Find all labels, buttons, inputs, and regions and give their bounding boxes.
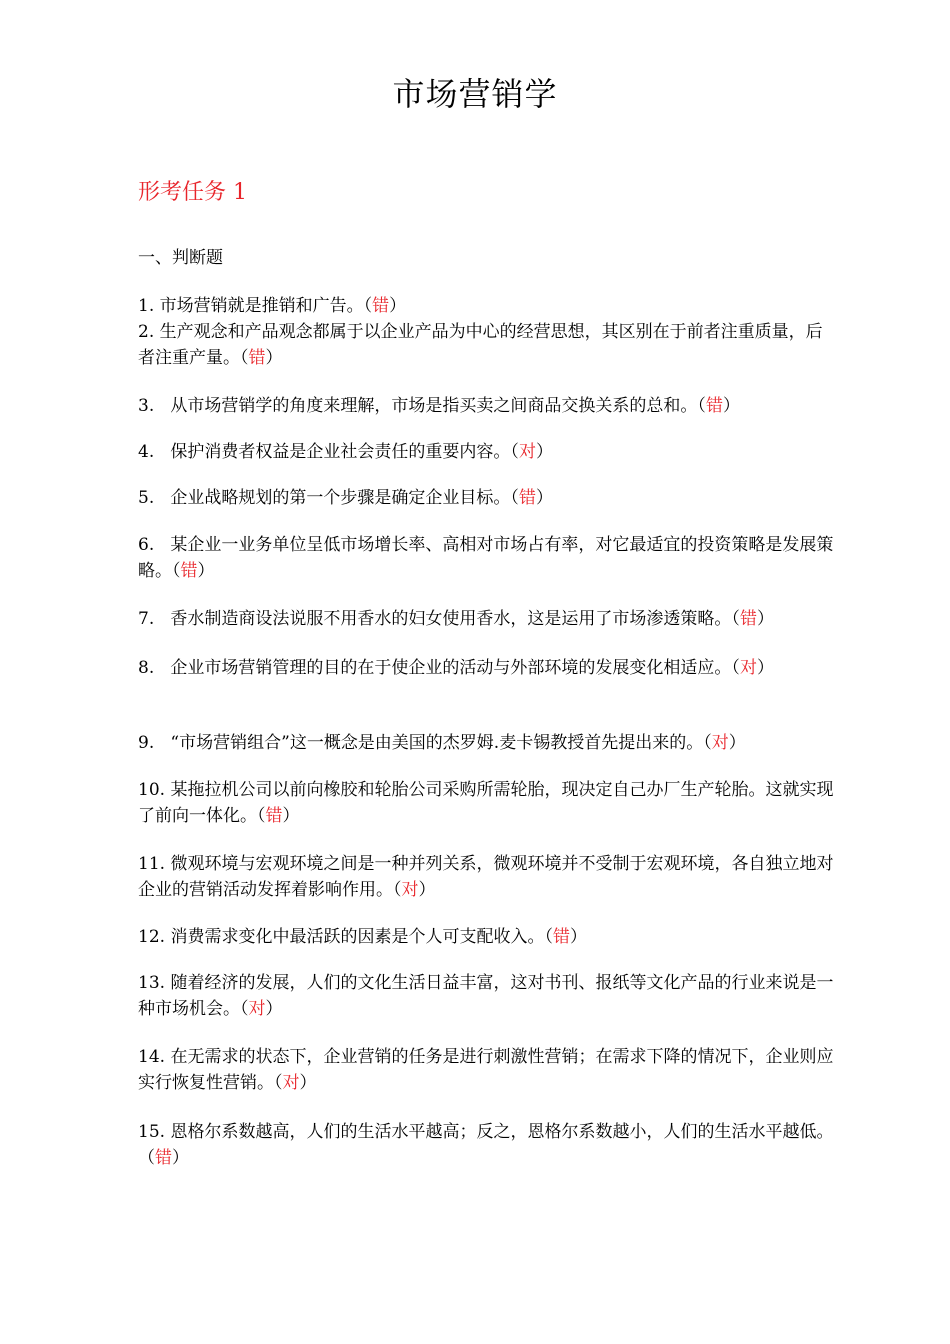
question-item <box>138 393 838 419</box>
question-item <box>138 606 838 632</box>
answer-mark: 错 <box>552 927 570 947</box>
question-text: 15. 恩格尔系数越高，人们的生活水平越高；反之，恩格尔系数越小，人们的生活水平越低。（ <box>138 1122 834 1168</box>
question-item <box>138 293 838 319</box>
answer-close: ） <box>569 927 587 947</box>
answer-close: ） <box>172 1148 189 1168</box>
question-text: 3. 从市场营销学的角度来理解，市场是指买卖之间商品交换关系的总和。（ <box>138 396 706 416</box>
question-item <box>138 851 838 903</box>
question-item <box>138 730 838 756</box>
question-text: 4. 保护消费者权益是企业社会责任的重要内容。（ <box>138 442 519 462</box>
question-text: 14. 在无需求的状态下，企业营销的任务是进行刺激性营销；在需求下降的情况下，企业则应实行恢复性营销。（ <box>138 1047 834 1093</box>
answer-close: ） <box>197 561 215 581</box>
question-text: 5. 企业战略规划的第一个步骤是确定企业目标。（ <box>138 488 519 508</box>
answer-mark: 对 <box>739 658 757 678</box>
question-text: 11. 微观环境与宏观环境之间是一种并列关系，微观环境并不受制于宏观环境，各自独立地对企业的营销活动发挥着影响作用。（ <box>138 854 834 900</box>
answer-close: ） <box>535 488 553 508</box>
question-item <box>138 439 838 465</box>
answer-mark: 错 <box>265 806 283 826</box>
question-item <box>138 1044 838 1096</box>
question-item <box>138 970 838 1022</box>
answer-close: ） <box>299 1073 317 1093</box>
answer-mark: 错 <box>705 396 723 416</box>
answer-close: ） <box>535 442 553 462</box>
answer-close: ） <box>265 999 283 1019</box>
answer-close: ） <box>728 733 746 753</box>
answer-mark: 对 <box>711 733 729 753</box>
section-title: 形考任务 1 <box>138 180 247 205</box>
question-text: 1. 市场营销就是推销和广告。（ <box>138 296 373 316</box>
question-text: 6. 某企业一业务单位呈低市场增长率、高相对市场占有率，对它最适宜的投资策略是发展策略。（ <box>138 535 834 581</box>
answer-mark: 对 <box>248 999 266 1019</box>
answer-mark: 错 <box>518 488 536 508</box>
answer-mark: 错 <box>248 348 266 368</box>
answer-mark: 对 <box>518 442 536 462</box>
question-text: 8. 企业市场营销管理的目的在于使企业的活动与外部环境的发展变化相适应。（ <box>138 658 740 678</box>
question-type-heading: 一、判断题 <box>138 248 223 268</box>
question-item <box>138 485 838 511</box>
answer-mark: 错 <box>739 609 757 629</box>
answer-close: ） <box>389 296 407 316</box>
question-text: 13. 随着经济的发展，人们的文化生活日益丰富，这对书刊、报纸等文化产品的行业来说是一种市场机会。（ <box>138 973 834 1019</box>
question-text: 2. 生产观念和产品观念都属于以企业产品为中心的经营思想，其区别在于前者注重质量，后者注重产量。（ <box>138 322 823 368</box>
question-item <box>138 924 838 950</box>
question-item <box>138 655 838 681</box>
question-text: 9. “市场营销组合”这一概念是由美国的杰罗姆.麦卡锡教授首先提出来的。（ <box>138 733 712 753</box>
question-item <box>138 532 838 584</box>
question-text: 10. 某拖拉机公司以前向橡胶和轮胎公司采购所需轮胎，现决定自己办厂生产轮胎。这就实现了前向一体化。（ <box>138 780 834 826</box>
answer-mark: 错 <box>155 1148 172 1168</box>
answer-close: ） <box>265 348 283 368</box>
answer-mark: 错 <box>372 296 390 316</box>
answer-close: ） <box>282 806 300 826</box>
question-item <box>138 319 838 371</box>
answer-close: ） <box>756 609 774 629</box>
question-item <box>138 1119 838 1171</box>
answer-close: ） <box>722 396 740 416</box>
question-text: 7. 香水制造商设法说服不用香水的妇女使用香水，这是运用了市场渗透策略。（ <box>138 609 740 629</box>
answer-mark: 对 <box>401 880 419 900</box>
question-text: 12. 消费需求变化中最活跃的因素是个人可支配收入。（ <box>138 927 553 947</box>
document-title: 市场营销学 <box>392 75 558 113</box>
answer-mark: 错 <box>180 561 198 581</box>
answer-close: ） <box>418 880 436 900</box>
answer-mark: 对 <box>282 1073 300 1093</box>
question-item <box>138 777 838 829</box>
answer-close: ） <box>756 658 774 678</box>
